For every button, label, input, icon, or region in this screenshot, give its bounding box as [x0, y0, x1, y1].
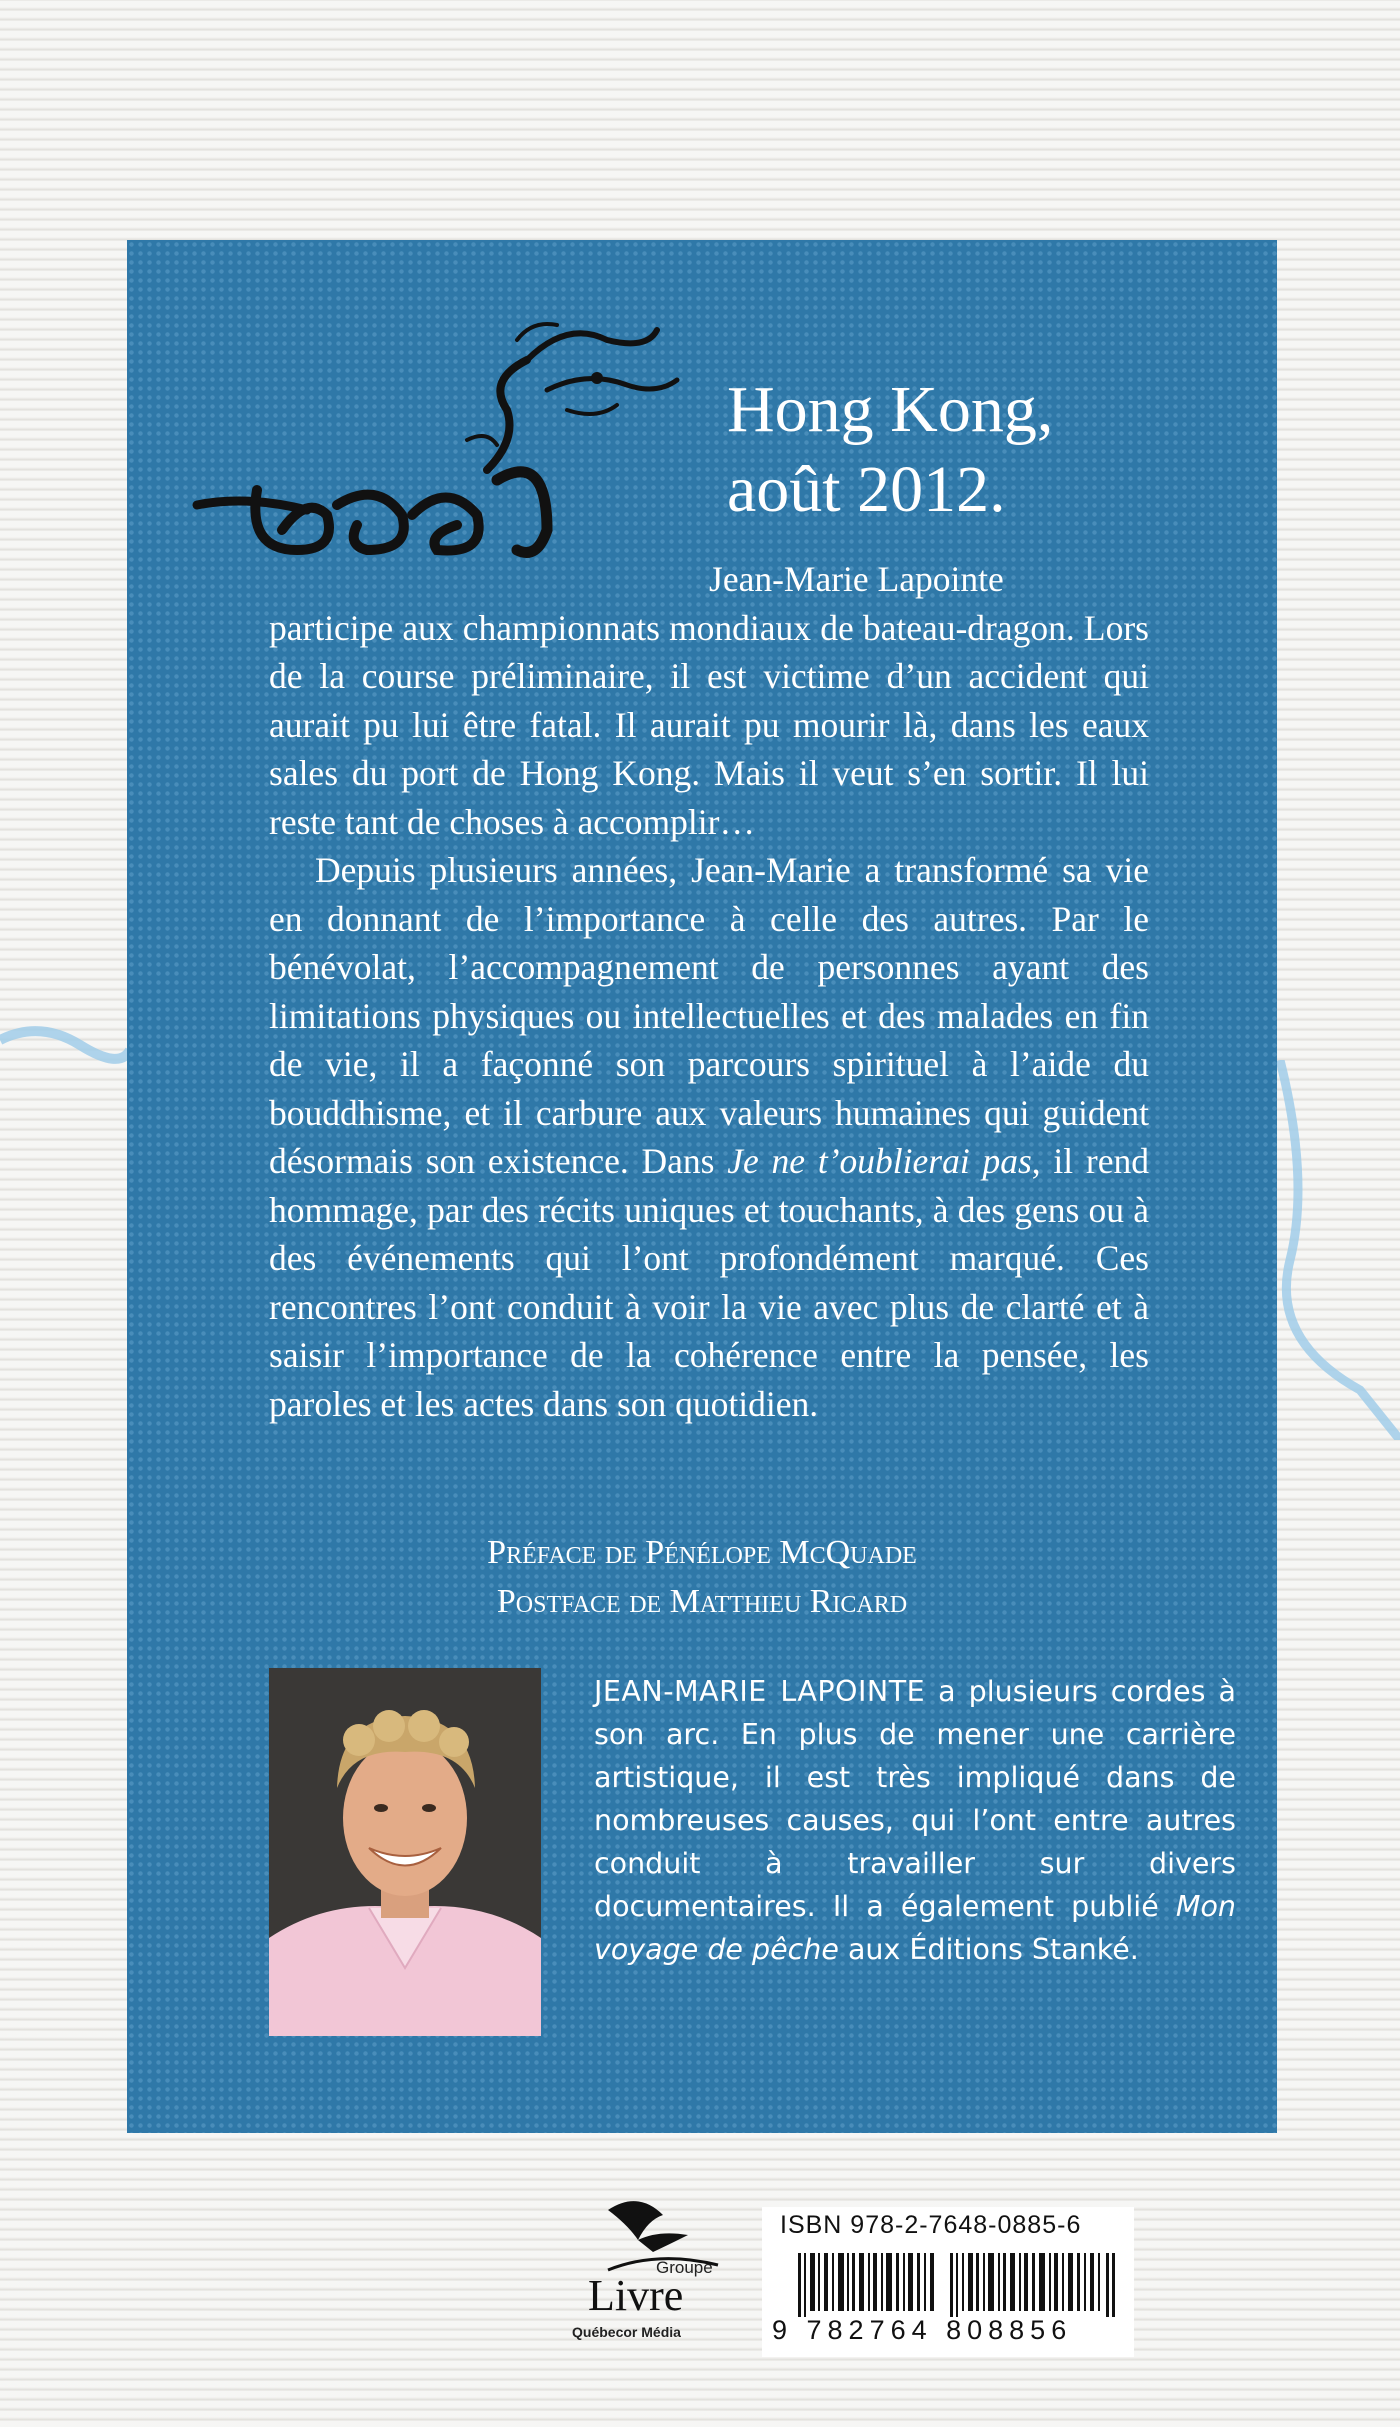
preface-credit: Préface de Pénélope McQuade	[487, 1534, 917, 1571]
synopsis-paragraph-1-rest	[269, 604, 1149, 847]
headline-line-1: Hong Kong,	[727, 373, 1054, 446]
postface-credit: Postface de Matthieu Ricard	[496, 1583, 908, 1620]
synopsis	[269, 555, 1149, 1428]
publisher-media: Québecor Média	[572, 2324, 681, 2340]
publisher-livre: Livre	[588, 2271, 684, 2320]
author-bio	[594, 1670, 1236, 1971]
synopsis-paragraph-2	[269, 846, 1149, 1428]
author-photo	[269, 1668, 541, 2036]
synopsis-p2-after: , il rend hommage, par des récits uniques et touchants, à des gens ou à des événements qui l’ont profondément marqué. Ces rencontres l’ont conduit à voir la vie avec plus de clarté et à saisir l’importance de la cohérence entre la pensée, les paroles et les actes dans son quotidien.	[269, 1141, 1149, 1424]
headline-line-2: août 2012.	[727, 453, 1006, 526]
synopsis-p2-before: Depuis plusieurs années, Jean-Marie a transformé sa vie en donnant de l’importance à celle des autres. Par le bénévolat, l’accompagnement de personnes ayant des limitations physiques ou intellectuelles et des malades en fin de vie, il a façonné son parcours spirituel à l’aide du bouddhisme, et il carbure aux valeurs humaines qui guident désormais son existence. Dans	[269, 850, 1149, 1181]
publisher-logo	[568, 2190, 728, 2360]
bio-text-before: a plusieurs cordes à son arc. En plus de mener une carrière artistique, il est très impliqué dans de nombreuses causes, qui l’ont entre autres conduit à travailler sur divers documentaires. Il a également publié	[594, 1675, 1236, 1923]
left-brush-wave	[0, 1000, 130, 1080]
synopsis-lead: Jean-Marie Lapointe	[709, 559, 1004, 599]
synopsis-p1-text: participe aux championnats mondiaux de bateau-dragon. Lors de la course préliminaire, il est victime d’un accident qui aurait pu lui être fatal. Il aurait pu mourir là, dans les eaux sales du port de Hong Kong. Mais il veut s’en sortir. Il lui reste tant de choses à accomplir…	[269, 607, 1149, 842]
right-brush-wave	[1270, 1060, 1400, 1440]
barcode-icon	[798, 2253, 1116, 2317]
isbn-barcode-box	[762, 2207, 1134, 2357]
isbn-label: ISBN 978-2-7648-0885-6	[780, 2211, 1082, 2239]
back-cover-panel	[127, 240, 1277, 2133]
dragon-calligraphy-icon	[187, 300, 707, 580]
headline	[727, 370, 1247, 530]
publisher-groupe: Groupe	[656, 2258, 713, 2277]
bio-book-title: Mon voyage de pêche	[594, 1890, 1236, 1966]
credits	[127, 1528, 1277, 1626]
bio-text-after: aux Éditions Stanké.	[838, 1933, 1139, 1966]
book-title: Je ne t’oublierai pas	[727, 1141, 1032, 1181]
barcode-digits: 9 782764 808856	[772, 2315, 1073, 2345]
author-name: JEAN-MARIE LAPOINTE	[594, 1675, 926, 1708]
synopsis-paragraph-1	[269, 555, 1149, 604]
